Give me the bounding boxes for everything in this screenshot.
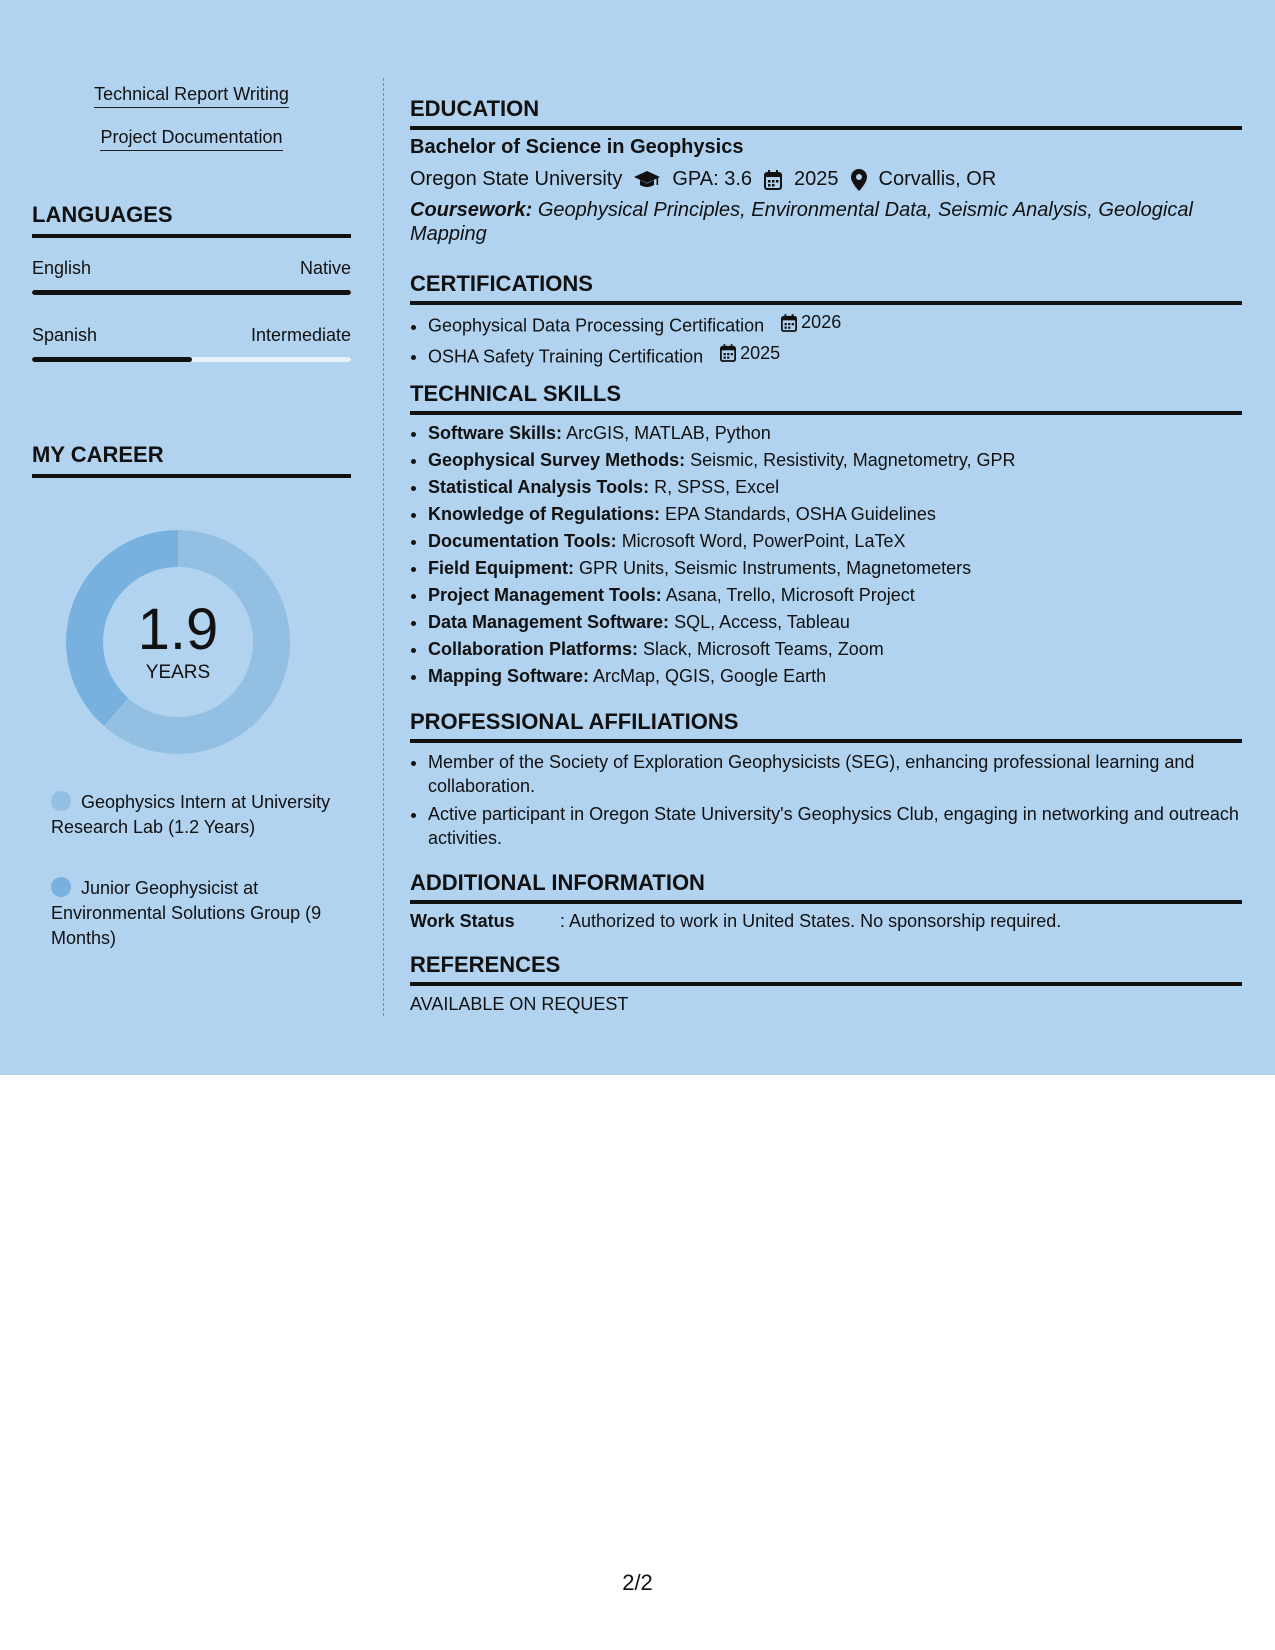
work-status-label: Work Status (410, 911, 515, 931)
skill-item (32, 127, 351, 148)
additional-info-heading: ADDITIONAL INFORMATION (410, 870, 1242, 904)
technical-skill-item (428, 447, 1260, 474)
certification-name: OSHA Safety Training Certification (428, 346, 704, 366)
map-pin-icon (851, 169, 867, 191)
certification-name: Geophysical Data Processing Certification (428, 315, 765, 336)
technical-skill-item (428, 474, 1260, 501)
skill-values: R, SPSS, Excel (654, 477, 780, 497)
career-heading: MY CAREER (32, 442, 351, 478)
skill-values: GPR Units, Seismic Instruments, Magnetometers (579, 558, 972, 578)
education-coursework (410, 198, 1242, 246)
certifications-list (410, 309, 1260, 370)
education-degree: Bachelor of Science in Geophysics (410, 136, 744, 158)
coursework-text: Geophysical Principles, Environmental Data, Seismic Analysis, Geological Mapping (410, 199, 1193, 245)
education-location: Corvallis, OR (878, 168, 997, 190)
skill-label: Technical Report Writing (94, 84, 289, 108)
references-heading: REFERENCES (410, 952, 1242, 986)
language-proficiency-fill (32, 357, 192, 362)
skill-category: Data Management Software: (428, 612, 670, 632)
skill-category: Geophysical Survey Methods: (428, 450, 686, 470)
skill-values: Seismic, Resistivity, Magnetometry, GPR (690, 450, 1016, 470)
calendar-icon (764, 170, 782, 190)
education-year: 2025 (794, 168, 839, 190)
affiliation-item: • Member of the Society of Exploration Geophysicists (SEG), enhancing professional learning and collaboration. (428, 750, 1260, 798)
graduation-cap-icon (634, 171, 660, 189)
language-level: Native (299, 258, 351, 278)
career-legend-dot (51, 791, 71, 811)
certification-year: 2026 (801, 312, 842, 332)
technical-skill-item (428, 528, 1260, 555)
career-total-value: 1.9 (137, 597, 219, 662)
skill-category: Project Management Tools: (428, 585, 662, 605)
language-proficiency-bar (32, 357, 351, 362)
language-level: Intermediate (250, 325, 351, 345)
career-legend-item (51, 790, 341, 840)
references-text: AVAILABLE ON REQUEST (410, 994, 629, 1014)
career-legend-dot (51, 877, 71, 897)
skill-category: Collaboration Platforms: (428, 639, 639, 659)
education-heading: EDUCATION (410, 96, 1242, 130)
career-total-unit: YEARS (145, 662, 211, 683)
education-meta (410, 168, 996, 191)
education-gpa: GPA: 3.6 (672, 168, 752, 190)
certification-item (428, 309, 1260, 340)
skill-category: Documentation Tools: (428, 531, 617, 551)
skill-values: SQL, Access, Tableau (674, 612, 850, 632)
technical-skill-item (428, 420, 1260, 447)
technical-skill-item (428, 555, 1260, 582)
technical-skills-list (410, 420, 1260, 690)
affiliation-item: • Active participant in Oregon State University's Geophysics Club, engaging in networking and outreach activities. (428, 802, 1260, 850)
certification-item (428, 340, 1260, 371)
technical-skills-heading: TECHNICAL SKILLS (410, 381, 1242, 415)
technical-skill-item (428, 609, 1260, 636)
technical-skill-item (428, 501, 1260, 528)
work-status-value: : Authorized to work in United States. No sponsorship required. (560, 911, 1062, 931)
technical-skill-item (428, 582, 1260, 609)
certifications-heading: CERTIFICATIONS (410, 271, 1242, 305)
skill-values: Microsoft Word, PowerPoint, LaTeX (621, 531, 906, 551)
skill-category: Software Skills: (428, 423, 563, 443)
career-legend-label: Geophysics Intern at University Research Lab (1.2 Years) (51, 792, 331, 837)
career-legend-label: Junior Geophysicist at Environmental Solutions Group (9 Months) (51, 878, 322, 948)
skill-values: Slack, Microsoft Teams, Zoom (643, 639, 884, 659)
career-donut-center (66, 530, 290, 754)
language-proficiency-bar (32, 290, 351, 295)
page-number: 2/2 (622, 1570, 653, 1595)
coursework-label: Coursework: (410, 199, 533, 221)
calendar-icon (781, 314, 797, 332)
career-legend-item (51, 876, 341, 951)
language-proficiency-fill (32, 290, 351, 295)
affiliations-list (410, 750, 1260, 854)
certification-date (781, 309, 841, 336)
certification-year: 2025 (740, 342, 781, 363)
language-row (32, 325, 351, 346)
affiliations-heading: PROFESSIONAL AFFILIATIONS (410, 709, 1242, 743)
language-row (32, 258, 351, 279)
skill-values: EPA Standards, OSHA Guidelines (665, 504, 936, 524)
column-divider (383, 78, 384, 1016)
technical-skill-item (428, 636, 1260, 663)
education-school: Oregon State University (410, 168, 623, 190)
languages-heading: LANGUAGES (32, 202, 351, 238)
language-name: English (32, 258, 92, 278)
skill-category: Mapping Software: (428, 666, 589, 686)
skill-values: Asana, Trello, Microsoft Project (665, 585, 915, 605)
skill-category: Statistical Analysis Tools: (428, 477, 650, 497)
skill-category: Field Equipment: (428, 558, 574, 578)
skill-label: Project Documentation (100, 127, 282, 151)
skill-values: ArcGIS, MATLAB, Python (566, 423, 771, 443)
calendar-icon (720, 344, 736, 362)
language-name: Spanish (32, 325, 98, 345)
work-status-row (410, 911, 1061, 932)
technical-skill-item (428, 663, 1260, 690)
skill-values: ArcMap, QGIS, Google Earth (593, 666, 827, 686)
skill-item (32, 84, 351, 105)
skill-category: Knowledge of Regulations: (428, 504, 660, 524)
certification-date (720, 340, 780, 367)
